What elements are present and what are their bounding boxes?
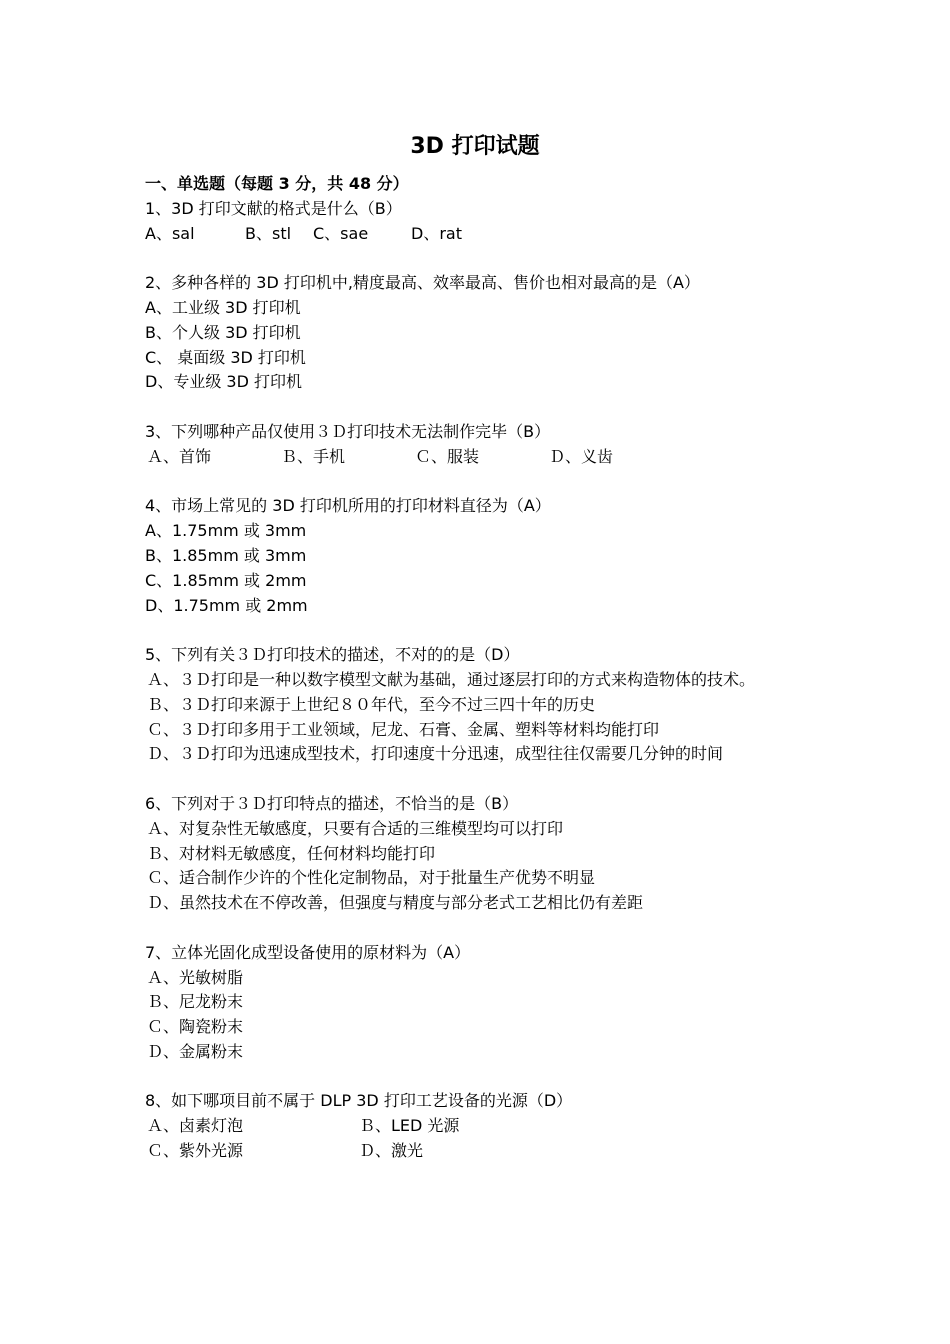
question-3-options	[145, 445, 815, 470]
spacer	[145, 1065, 815, 1090]
option-b: B、个人级 3D 打印机	[145, 322, 301, 342]
option-c: Ｃ、服装	[415, 446, 480, 466]
question-1-stem: 1、3D 打印文献的格式是什么（B）	[145, 198, 402, 218]
option-a: Ａ、卤素灯泡	[147, 1116, 244, 1136]
spacer	[145, 470, 815, 495]
option-b: Ｂ、手机	[281, 446, 346, 466]
option-d: D、专业级 3D 打印机	[145, 372, 302, 392]
option-d: Ｄ、义齿	[549, 446, 614, 466]
question-2-stem: 2、多种各样的 3D 打印机中,精度最高、效率最高、售价也相对最高的是（A）	[145, 273, 700, 293]
option-b: B、1.85mm 或 3mm	[145, 545, 307, 565]
section-heading: 一、单选题（每题 3 分，共 48 分）	[145, 174, 409, 193]
option-b: B、stl	[245, 223, 292, 243]
spacer	[145, 916, 815, 941]
question-7-stem: 7、立体光固化成型设备使用的原材料为（A）	[145, 942, 471, 962]
option-c: C、sae	[313, 223, 369, 243]
option-c: Ｃ、陶瓷粉末	[147, 1017, 244, 1037]
option-c: C、1.85mm 或 2mm	[145, 570, 307, 590]
option-d: Ｄ、金属粉末	[147, 1041, 244, 1061]
question-6-stem: 6、下列对于３Ｄ打印特点的描述，不恰当的是（B）	[145, 793, 519, 813]
question-8-options-row-2	[145, 1139, 815, 1164]
option-d: Ｄ、３Ｄ打印为迅速成型技术，打印速度十分迅速，成型往往仅需要几分钟的时间	[147, 744, 724, 764]
option-b: Ｂ、尼龙粉末	[147, 992, 244, 1012]
option-b: Ｂ、对材料无敏感度，任何材料均能打印	[147, 843, 436, 863]
question-4-stem: 4、市场上常见的 3D 打印机所用的打印材料直径为（A）	[145, 496, 551, 516]
option-a: A、工业级 3D 打印机	[145, 297, 301, 317]
option-c: Ｃ、紫外光源	[147, 1141, 244, 1161]
option-a: Ａ、３Ｄ打印是一种以数字模型文献为基础，通过逐层打印的方式来构造物体的技术。	[147, 669, 756, 689]
question-list	[145, 172, 815, 1164]
spacer	[145, 618, 815, 643]
option-d: D、1.75mm 或 2mm	[145, 595, 308, 615]
question-5-stem: 5、下列有关３Ｄ打印技术的描述，不对的的是（D）	[145, 645, 520, 665]
option-a: A、sal	[145, 223, 195, 243]
spacer	[145, 395, 815, 420]
page-title: 3D 打印试题	[410, 134, 540, 159]
option-b: Ｂ、３Ｄ打印来源于上世纪８０年代，至今不过三四十年的历史	[147, 694, 596, 714]
option-b: Ｂ、LED 光源	[359, 1116, 460, 1136]
spacer	[145, 767, 815, 792]
question-8-stem: 8、如下哪项目前不属于 DLP 3D 打印工艺设备的光源（D）	[145, 1091, 573, 1111]
option-c: Ｃ、适合制作少许的个性化定制物品，对于批量生产优势不明显	[147, 868, 596, 888]
option-a: A、1.75mm 或 3mm	[145, 521, 307, 541]
option-a: Ａ、对复杂性无敏感度，只要有合适的三维模型均可以打印	[147, 818, 564, 838]
question-8-options-row-1	[145, 1114, 815, 1139]
option-a: Ａ、首饰	[147, 446, 212, 466]
option-d: D、rat	[411, 223, 462, 243]
question-3-stem: 3、下列哪种产品仅使用３Ｄ打印技术无法制作完毕（B）	[145, 421, 551, 441]
option-c: C、 桌面级 3D 打印机	[145, 347, 306, 367]
option-c: Ｃ、３Ｄ打印多用于工业领域，尼龙、石膏、金属、塑料等材料均能打印	[147, 719, 660, 739]
question-1-options	[145, 222, 815, 247]
option-d: Ｄ、激光	[359, 1141, 424, 1161]
spacer	[145, 246, 815, 271]
option-a: Ａ、光敏树脂	[147, 967, 244, 987]
option-d: Ｄ、虽然技术在不停改善，但强度与精度与部分老式工艺相比仍有差距	[147, 893, 644, 913]
